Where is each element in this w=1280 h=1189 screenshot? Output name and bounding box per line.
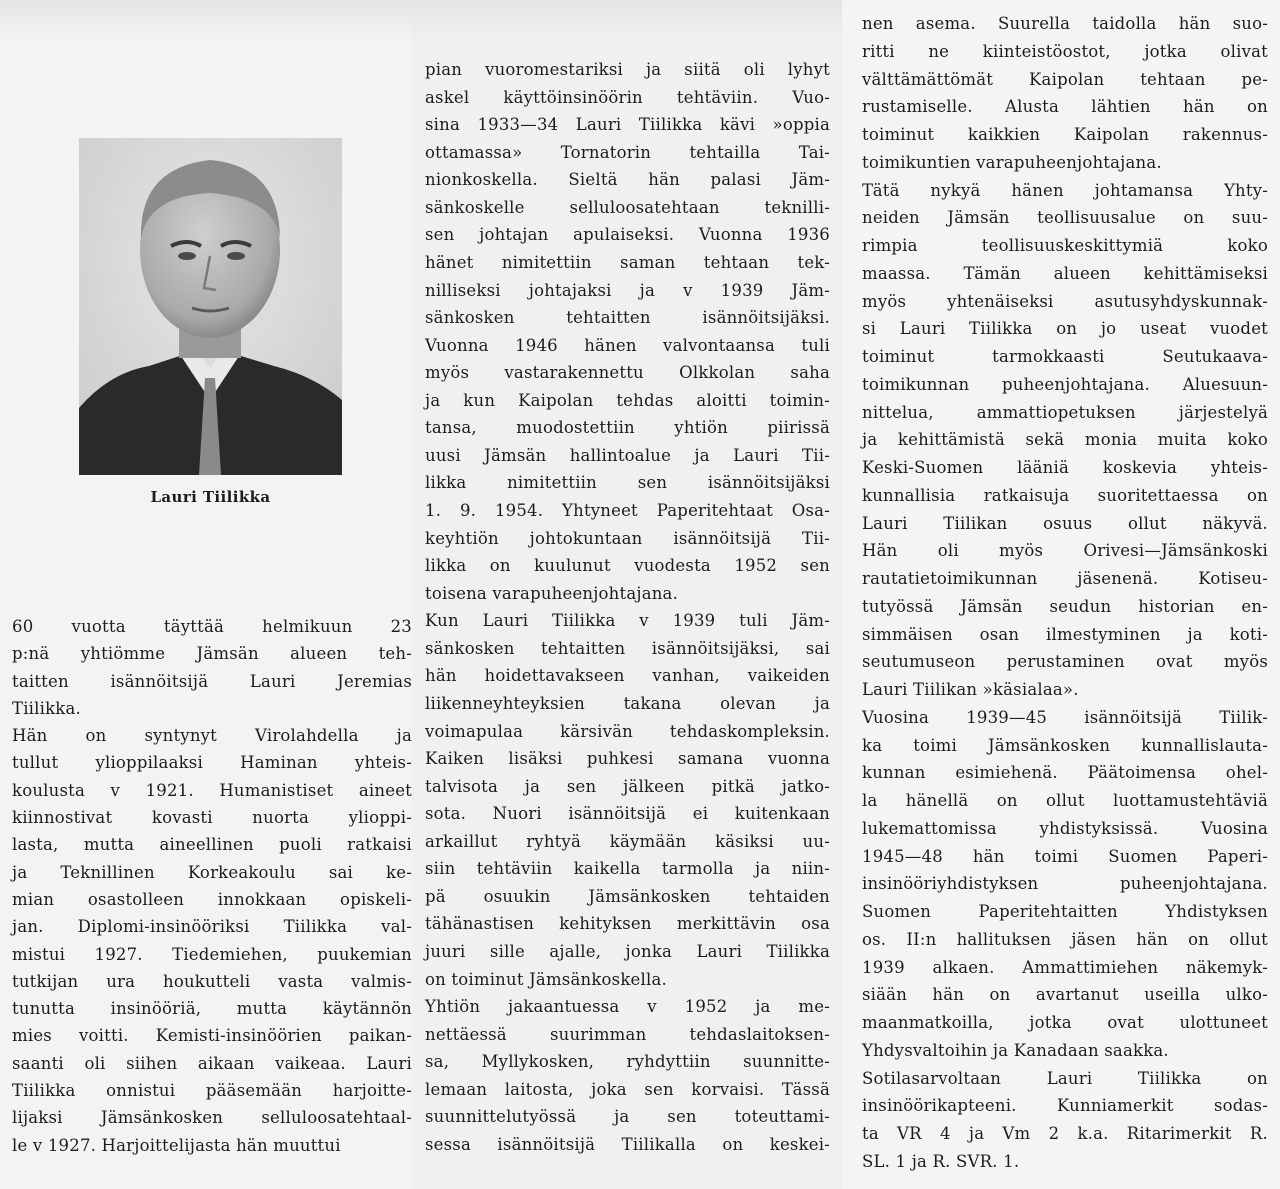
text-line: SL. 1 ja R. SVR. 1. xyxy=(862,1151,1020,1171)
text-line: nilliseksi johtajaksi ja v 1939 Jäm- xyxy=(425,280,830,300)
text-line: saanti oli siihen aikaan vaikeaa. Lauri xyxy=(12,1053,412,1073)
text-line: ta VR 4 ja Vm 2 k.a. Ritarimerkit R. xyxy=(862,1124,1268,1143)
text-line: Vuosina 1939—45 isännöitsijä Tiilik- xyxy=(862,707,1268,727)
text-line: tansa, muodostettiin yhtiön piirissä xyxy=(425,418,830,438)
text-line: tähänastisen kehityksen merkittävin osa xyxy=(425,914,830,934)
text-line: rimpia teollisuuskeskittymiä koko xyxy=(862,236,1268,255)
text-line: 1. 9. 1954. Yhtyneet Paperitehtaat Osa- xyxy=(425,501,830,520)
text-line: voimapulaa kärsivän tehdaskompleksin. xyxy=(425,721,830,741)
text-line: le v 1927. Harjoittelijasta hän muuttui xyxy=(12,1135,341,1155)
text-line: sa, Myllykosken, ryhdyttiin suunnitte- xyxy=(425,1052,830,1072)
text-line: uusi Jämsän hallintoalue ja Lauri Tii- xyxy=(425,445,830,465)
text-line: sänkosken tehtaitten isännöitsijäksi. xyxy=(425,308,830,328)
text-line: 1945—48 hän toimi Suomen Paperi- xyxy=(862,846,1268,866)
text-line: sänkosken tehtaitten isännöitsijäksi, sai xyxy=(425,638,830,658)
text-line: nittelua, ammattiopetuksen järjestelyä xyxy=(862,402,1268,422)
text-line: tullut ylioppilaaksi Haminan yhteis- xyxy=(12,753,412,773)
text-line: Tätä nykyä hänen johtamansa Yhty- xyxy=(862,180,1268,200)
text-line: Tiilikka. xyxy=(12,698,81,718)
text-line: pä osuukin Jämsänkosken tehtaiden xyxy=(425,886,830,906)
text-line: suunnittelutyössä ja sen toteuttami- xyxy=(425,1107,830,1127)
text-line: toiminut tarmokkaasti Seutukaava- xyxy=(862,347,1268,366)
text-line: os. II:n hallituksen jäsen hän on ollut xyxy=(862,929,1268,949)
text-line: talvisota ja sen jälkeen pitkä jatko- xyxy=(425,776,830,796)
text-line: juuri sille ajalle, jonka Lauri Tiilikka xyxy=(425,942,830,961)
text-line: siään hän on avartanut useilla ulko- xyxy=(862,985,1268,1005)
text-line: keyhtiön johtokuntaan isännöitsijä Tii- xyxy=(425,528,830,548)
text-line: Vuonna 1946 hänen valvontaansa tuli xyxy=(425,335,830,355)
text-line: mian osastolleen innokkaan opiskeli- xyxy=(12,889,412,909)
text-line: neiden Jämsän teollisuusalue on suu- xyxy=(862,208,1268,228)
text-line: lemaan laitosta, joka sen korvaisi. Tässä xyxy=(425,1079,830,1099)
text-line: insinööriyhdistyksen puheenjohtajana. xyxy=(862,874,1268,894)
text-line: kunnallisia ratkaisuja suoritettaessa on xyxy=(862,485,1268,505)
text-line: toimikunnan puheenjohtajana. Aluesuun- xyxy=(862,374,1268,394)
text-line: ritti ne kiinteistöostot, jotka olivat xyxy=(862,41,1268,61)
text-line: p:nä yhtiömme Jämsän alueen teh- xyxy=(12,644,412,664)
text-line: lijaksi Jämsänkosken selluloosatehtaal- xyxy=(12,1108,412,1128)
text-line: likka on kuulunut vuodesta 1952 sen xyxy=(425,556,830,576)
text-line: välttämättömät Kaipolan tehtaan pe- xyxy=(862,69,1268,89)
text-line: toisena varapuheenjohtajana. xyxy=(425,583,679,603)
text-line: insinöörikapteeni. Kunniamerkit sodas- xyxy=(862,1096,1268,1116)
text-line: tunutta insinööriä, mutta käytännön xyxy=(12,999,412,1019)
text-column-3 xyxy=(862,10,1268,1176)
text-line: lasta, mutta aineellinen puoli ratkaisi xyxy=(12,835,412,855)
text-line: Tiilikka onnistui pääsemään harjoitte- xyxy=(12,1081,412,1101)
text-line: likka nimitettiin sen isännöitsijäksi xyxy=(425,473,830,493)
text-line: Kun Lauri Tiilikka v 1939 tuli Jäm- xyxy=(425,611,830,631)
text-line: kiinnostivat kovasti nuorta ylioppi- xyxy=(12,808,412,828)
text-line: 60 vuotta täyttää helmikuun 23 xyxy=(12,617,412,636)
text-line: sota. Nuori isännöitsijä ei kuitenkaan xyxy=(425,804,830,824)
text-line: tutyössä Jämsän seudun historian en- xyxy=(862,596,1268,616)
text-line: Lauri Tiilikan »käsialaa». xyxy=(862,680,1079,699)
text-line: toiminut kaikkien Kaipolan rakennus- xyxy=(862,125,1268,144)
text-line: sänkoskelle selluloosatehtaan teknilli- xyxy=(425,197,830,217)
text-line: Keski-Suomen lääniä koskevia yhteis- xyxy=(862,458,1268,477)
text-line: maanmatkoilla, jotka ovat ulottuneet xyxy=(862,1013,1268,1032)
text-line: la hänellä on ollut luottamustehtäviä xyxy=(862,791,1268,810)
text-line: siin tehtäviin kaikella tarmolla ja niin- xyxy=(425,859,830,879)
text-line: liikenneyhteyksien takana olevan ja xyxy=(425,693,830,713)
text-line: sen johtajan apulaiseksi. Vuonna 1936 xyxy=(425,225,830,245)
text-line: si Lauri Tiilikka on jo useat vuodet xyxy=(862,319,1268,339)
text-line: sessa isännöitsijä Tiilikalla on keskei- xyxy=(425,1134,830,1154)
text-line: nen asema. Suurella taidolla hän suo- xyxy=(862,14,1268,33)
text-line: Kaiken lisäksi puhkesi samana vuonna xyxy=(425,749,830,769)
text-line: Hän on syntynyt Virolahdella ja xyxy=(12,726,412,746)
text-column-2 xyxy=(425,56,830,1159)
text-line: myös yhtenäiseksi asutusyhdyskunnak- xyxy=(862,291,1268,311)
text-line: nettäessä suurimman tehdaslaitoksen- xyxy=(425,1024,830,1044)
text-line: simmäisen osan ilmestyminen ja koti- xyxy=(862,624,1268,644)
text-line: Yhtiön jakaantuessa v 1952 ja me- xyxy=(425,997,830,1017)
text-line: maassa. Tämän alueen kehittämiseksi xyxy=(862,263,1268,283)
text-line: pian vuoromestariksi ja siitä oli lyhyt xyxy=(425,60,830,79)
text-line: rustamiselle. Alusta lähtien hän on xyxy=(862,97,1268,117)
text-line: koulusta v 1921. Humanistiset aineet xyxy=(12,780,412,800)
text-line: hän hoidettavakseen vanhan, vaikeiden xyxy=(425,666,830,686)
text-column-1 xyxy=(12,613,412,1159)
portrait-photo xyxy=(79,138,342,475)
text-line: hänet nimitettiin saman tehtaan tek- xyxy=(425,252,830,272)
text-line: on toiminut Jämsänkoskella. xyxy=(425,969,667,989)
text-line: taitten isännöitsijä Lauri Jeremias xyxy=(12,671,412,691)
text-line: ja Teknillinen Korkeakoulu sai ke- xyxy=(12,862,412,882)
text-line: arkaillut ryhtyä käymään käsiksi uu- xyxy=(425,831,830,851)
text-line: ottamassa» Tornatorin tehtailla Tai- xyxy=(425,142,830,162)
text-line: Sotilasarvoltaan Lauri Tiilikka on xyxy=(862,1068,1268,1088)
text-line: myös vastarakennettu Olkkolan saha xyxy=(425,363,830,383)
text-line: Lauri Tiilikan osuus ollut näkyvä. xyxy=(862,513,1268,533)
text-line: kunnan esimiehenä. Päätoimensa ohel- xyxy=(862,763,1268,783)
photo-caption: Lauri Tiilikka xyxy=(150,488,271,506)
text-line: ja kun Kaipolan tehdas aloitti toimin- xyxy=(425,390,830,410)
text-line: lukemattomissa yhdistyksissä. Vuosina xyxy=(862,818,1268,838)
text-line: Yhdysvaltoihin ja Kanadaan saakka. xyxy=(862,1040,1169,1060)
text-line: Hän oli myös Orivesi—Jämsänkoski xyxy=(862,541,1268,561)
text-line: tutkijan ura houkutteli vasta valmis- xyxy=(12,971,412,991)
text-line: Suomen Paperitehtaitten Yhdistyksen xyxy=(862,902,1268,921)
text-line: mies voitti. Kemisti-insinöörien paikan- xyxy=(12,1026,412,1046)
text-line: askel käyttöinsinöörin tehtäviin. Vuo- xyxy=(425,87,830,107)
text-line: jan. Diplomi-insinööriksi Tiilikka val- xyxy=(12,917,412,937)
text-line: 1939 alkaen. Ammattimiehen näkemyk- xyxy=(862,957,1268,977)
text-line: sina 1933—34 Lauri Tiilikka kävi »oppia xyxy=(425,115,830,135)
text-line: rautatietoimikunnan jäsenenä. Kotiseu- xyxy=(862,569,1268,588)
text-line: toimikuntien varapuheenjohtajana. xyxy=(862,152,1162,172)
scan-shadow xyxy=(0,0,842,40)
text-line: ka toimi Jämsänkosken kunnallislauta- xyxy=(862,735,1268,755)
text-line: nionkoskella. Sieltä hän palasi Jäm- xyxy=(425,170,830,190)
text-line: seutumuseon perustaminen ovat myös xyxy=(862,652,1268,672)
text-line: ja kehittämistä sekä monia muita koko xyxy=(862,430,1268,450)
text-line: mistui 1927. Tiedemiehen, puukemian xyxy=(12,944,412,964)
